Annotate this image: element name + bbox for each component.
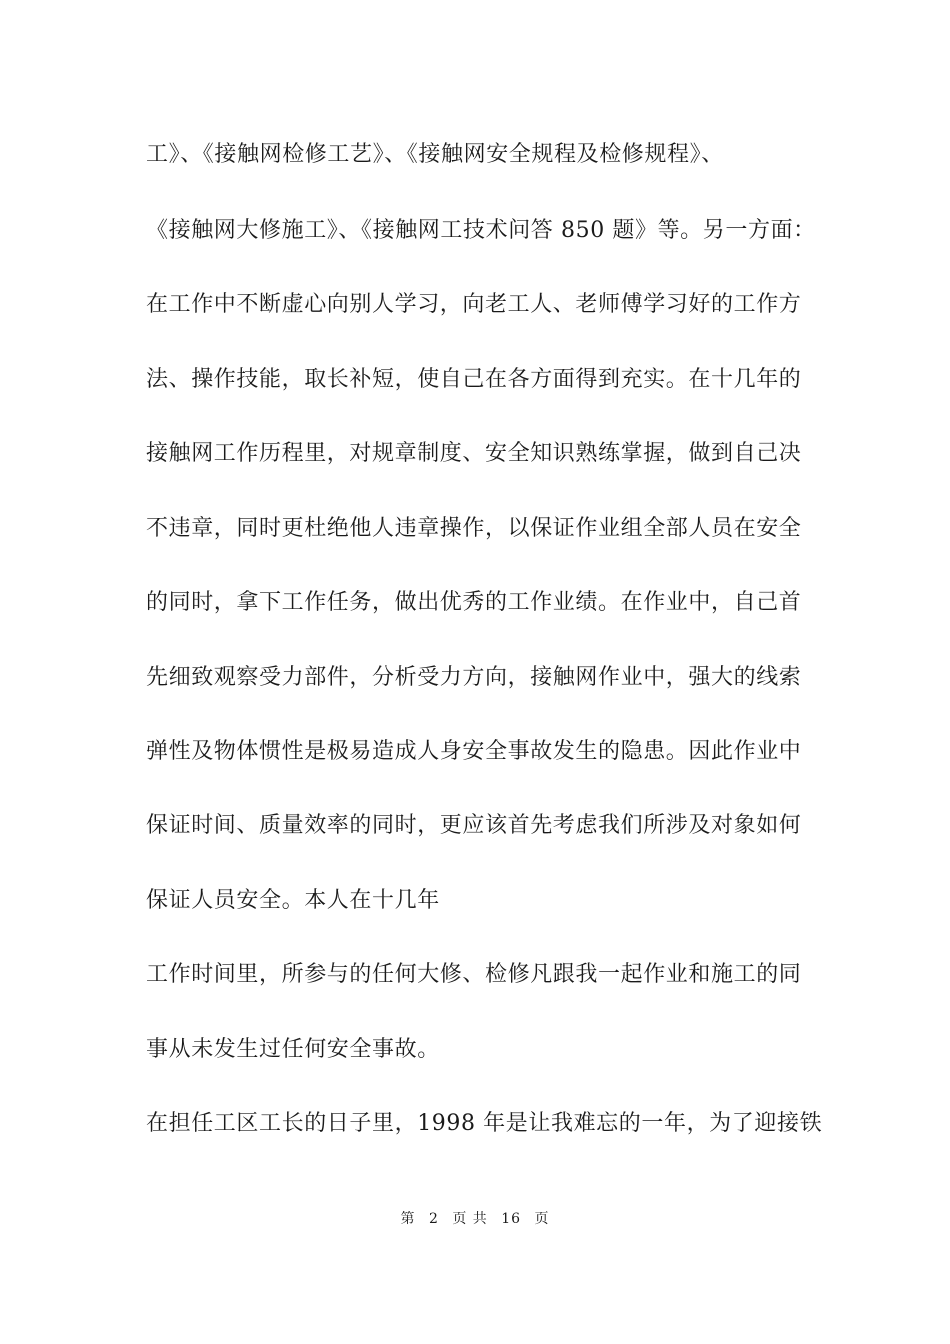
body-text-line-5: 接触网工作历程里，对规章制度、安全知识熟练掌握，做到自己决 [146,441,802,466]
body-text-line-9: 弹性及物体惯性是极易造成人身安全事故发生的隐患。因此作业中 [146,739,802,764]
body-text-line-7: 的同时，拿下工作任务，做出优秀的工作业绩。在作业中，自己首 [146,590,802,615]
body-text-line-10: 保证时间、质量效率的同时，更应该首先考虑我们所涉及对象如何 [146,813,802,838]
body-text-line-6: 不违章，同时更杜绝他人违章操作，以保证作业组全部人员在安全 [146,516,802,541]
footer-total-pages: 16 [501,1211,522,1227]
footer-page-number: 2 [428,1211,439,1227]
footer-suffix: 页 [534,1211,550,1227]
body-text-line-14: 在担任工区工长的日子里，1998 年是让我难忘的一年，为了迎接铁 [146,1111,823,1136]
footer-prefix: 第 [400,1211,416,1227]
body-text-line-2: 《接触网大修施工》、《接触网工技术问答 850 题》等。另一方面： [146,218,816,243]
footer-middle: 页 共 [452,1211,488,1227]
body-text-line-8: 先细致观察受力部件，分析受力方向，接触网作业中，强大的线索 [146,665,802,690]
page-footer [0,1210,950,1228]
body-text-line-13: 事从未发生过任何安全事故。 [146,1037,440,1062]
body-text-line-4: 法、操作技能，取长补短，使自己在各方面得到充实。在十几年的 [146,367,802,392]
body-text-line-3: 在工作中不断虚心向别人学习，向老工人、老师傅学习好的工作方 [146,292,802,317]
body-text-line-1: 工》、《接触网检修工艺》、《接触网安全规程及检修规程》、 [146,142,724,167]
body-text-line-12: 工作时间里，所参与的任何大修、检修凡跟我一起作业和施工的同 [146,962,802,987]
body-text-line-11: 保证人员安全。本人在十几年 [146,888,440,913]
